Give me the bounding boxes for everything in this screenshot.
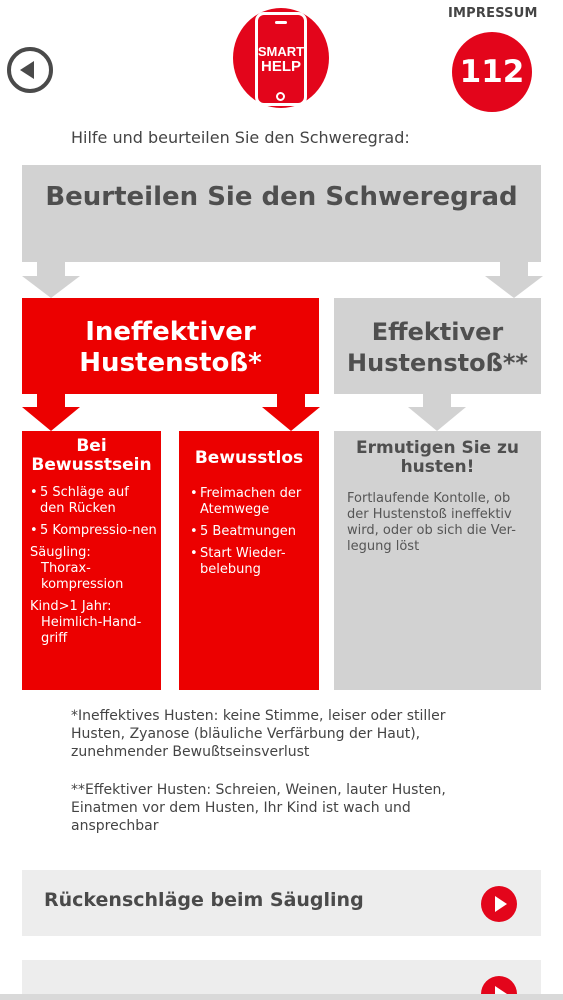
impressum-link[interactable]: IMPRESSUM	[448, 6, 538, 21]
back-arrow-icon	[20, 61, 34, 79]
list-item: • 5 Beatmungen	[190, 524, 315, 540]
emergency-call-button[interactable]: 112	[452, 32, 532, 112]
arrow-down-encourage	[408, 407, 466, 431]
link-row-label: Rückenschläge beim Säugling	[44, 889, 364, 911]
encourage-column	[334, 431, 541, 690]
encourage-title: Ermutigen Sie zu husten!	[355, 438, 519, 477]
arrow-down-unconscious	[262, 407, 320, 431]
assess-severity-title: Beurteilen Sie den Schweregrad	[45, 182, 518, 212]
unconscious-title: Bewusstlos	[194, 448, 304, 468]
logo-line1: SMART	[257, 44, 305, 59]
logo-text	[248, 44, 314, 74]
app-header	[0, 0, 563, 122]
arrow-stem-encourage	[423, 394, 451, 407]
conscious-title: Bei Bewusstsein	[31, 436, 152, 475]
play-icon	[495, 896, 507, 912]
list-item: • 5 Schläge auf den Rücken	[30, 485, 157, 517]
bottom-bar	[0, 994, 563, 1000]
effective-cough-title: Effektiver Hustenstoß**	[347, 318, 528, 377]
list-item: • Start Wieder-belebung	[190, 546, 315, 578]
link-row-back-blows[interactable]	[22, 870, 541, 936]
assess-severity-box	[22, 165, 541, 262]
arrow-stem-conscious	[37, 394, 65, 407]
conscious-list	[22, 485, 161, 647]
footnote-effective: **Effektiver Husten: Schreien, Weinen, lauter Husten, Einatmen vor dem Husten, Ihr Kind ist wach und ansprechbar	[71, 782, 446, 834]
effective-cough-box	[334, 298, 541, 394]
ineffective-cough-title: Ineffektiver Hustenstoß*	[79, 317, 262, 378]
intro-text: Hilfe und beurteilen Sie den Schweregrad:	[71, 128, 410, 147]
list-item: Säugling: Thorax-kompression	[30, 545, 124, 592]
arrow-down-left	[22, 276, 80, 298]
list-item: Kind>1 Jahr: Heimlich-Hand-griff	[30, 599, 142, 646]
back-button[interactable]	[7, 47, 53, 93]
arrow-down-conscious	[22, 407, 80, 431]
arrow-stem-left	[37, 262, 65, 276]
arrow-stem-unconscious	[277, 394, 305, 407]
play-button[interactable]	[481, 886, 517, 922]
footnote-ineffective: *Ineffektives Husten: keine Stimme, leiser oder stiller Husten, Zyanose (bläuliche Verfärbung der Haut), zunehmender Bewußtseinsverlust	[71, 708, 446, 760]
logo-line2: HELP	[260, 58, 301, 75]
unconscious-list	[179, 486, 319, 578]
list-item: • Freimachen der Atemwege	[190, 486, 315, 518]
arrow-down-right	[485, 276, 543, 298]
list-item: • 5 Kompressio-nen	[30, 523, 157, 539]
unconscious-column	[179, 431, 319, 690]
encourage-text: Fortlaufende Kontolle, ob der Hustenstoß ineffektiv wird, oder ob sich die Ver-legung löst	[347, 491, 516, 554]
arrow-stem-right	[500, 262, 528, 276]
ineffective-cough-box	[22, 298, 319, 394]
conscious-column	[22, 431, 161, 690]
